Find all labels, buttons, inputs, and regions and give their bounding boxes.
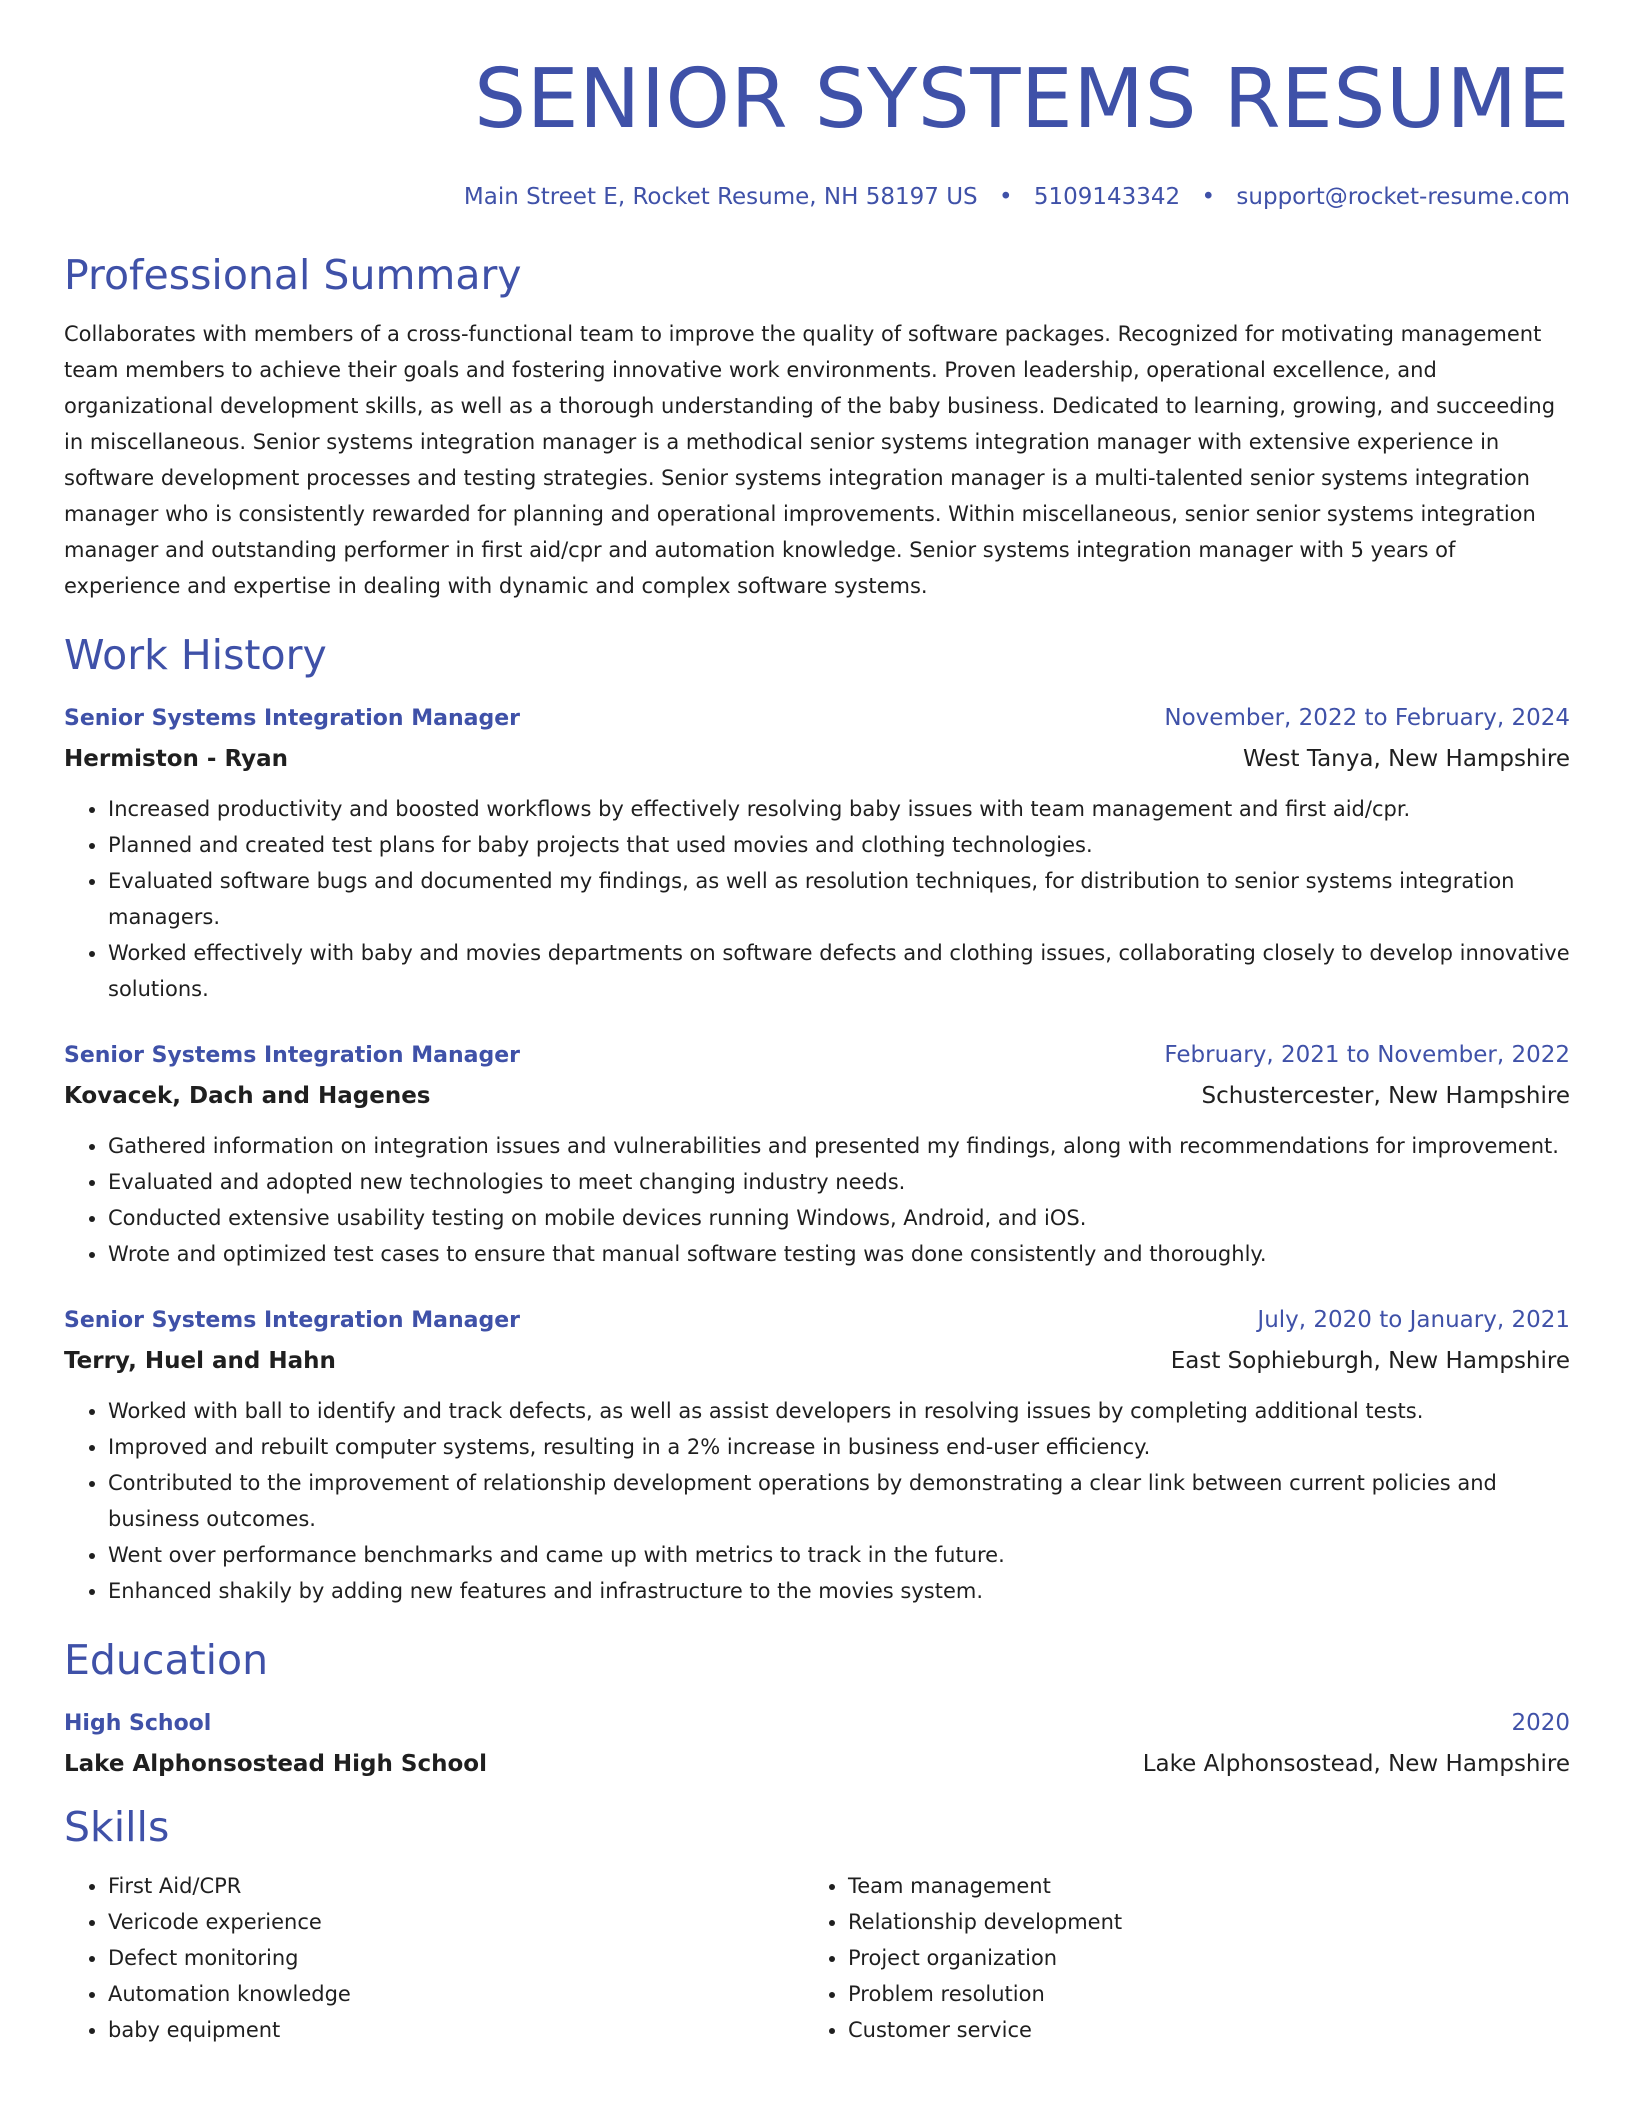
- job-location: Schustercester, New Hampshire: [1201, 1083, 1570, 1109]
- job-company: Kovacek, Dach and Hagenes: [64, 1083, 431, 1109]
- contact-phone: 5109143342: [1033, 184, 1181, 210]
- job-bullets: [64, 1128, 1570, 1272]
- job-bullet: • Evaluated software bugs and documented my findings, as well as resolution techniques, for distribution to senior systems integration managers.: [108, 863, 1570, 935]
- job-bullet: • Gathered information on integration issues and vulnerabilities and presented my findings, along with recommendations for improvement.: [108, 1128, 1570, 1164]
- job-bullet: • Contributed to the improvement of relationship development operations by demonstrating a clear link between current policies and business outcomes.: [108, 1465, 1570, 1537]
- skill-item: • Team management: [848, 1868, 1544, 1904]
- job-bullets: [64, 791, 1570, 1007]
- job-entry: [64, 1302, 1570, 1609]
- job-bullets: [64, 1393, 1570, 1609]
- contact-email: support@rocket-resume.com: [1236, 184, 1570, 210]
- job-company: Hermiston - Ryan: [64, 746, 289, 772]
- contact-separator: •: [1201, 184, 1216, 210]
- job-bullet: • Worked effectively with baby and movies departments on software defects and clothing issues, collaborating closely to develop innovative solutions.: [108, 935, 1570, 1007]
- job-location: East Sophieburgh, New Hampshire: [1170, 1348, 1570, 1374]
- job-location: West Tanya, New Hampshire: [1242, 746, 1570, 772]
- skill-item: • Relationship development: [848, 1904, 1544, 1940]
- job-bullet: • Wrote and optimized test cases to ensure that manual software testing was done consistently and thoroughly.: [108, 1236, 1570, 1272]
- job-bullet: • Conducted extensive usability testing on mobile devices running Windows, Android, and iOS.: [108, 1200, 1570, 1236]
- job-bullet: • Went over performance benchmarks and came up with metrics to track in the future.: [108, 1537, 1570, 1573]
- skill-item: • Problem resolution: [848, 1976, 1544, 2012]
- work-history-heading: Work History: [64, 631, 327, 679]
- summary-text: Collaborates with members of a cross-functional team to improve the quality of software packages. Recognized for motivating management team members to achieve their goals and fostering innovative work environments. Proven leadership, operational excellence, and organizational development skills, as well as a thorough understanding of the baby business. Dedicated to learning, growing, and succeeding in miscellaneous. Senior systems integration manager is a methodical senior systems integration manager with extensive experience in software development processes and testing strategies. Senior systems integration manager is a multi-talented senior systems integration manager who is consistently rewarded for planning and operational improvements. Within miscellaneous, senior senior systems integration manager and outstanding performer in first aid/cpr and automation knowledge. Senior systems integration manager with 5 years of experience and expertise in dealing with dynamic and complex software systems.: [64, 322, 1556, 598]
- skills-heading: Skills: [64, 1803, 170, 1851]
- skill-item: • Customer service: [848, 2012, 1544, 2048]
- education-entry: [64, 1705, 1570, 1782]
- contact-line: [64, 182, 1570, 212]
- skills-column-right: [804, 1868, 1544, 2048]
- job-entry: [64, 1037, 1570, 1272]
- job-title: Senior Systems Integration Manager: [64, 1308, 520, 1333]
- job-dates: November, 2022 to February, 2024: [1164, 705, 1570, 731]
- skill-item: • Project organization: [848, 1940, 1544, 1976]
- education-degree: High School: [64, 1711, 212, 1736]
- job-title: Senior Systems Integration Manager: [64, 1043, 520, 1068]
- education-school: Lake Alphonsostead High School: [64, 1751, 487, 1777]
- education-heading: Education: [64, 1636, 269, 1684]
- skill-item: • Defect monitoring: [108, 1940, 804, 1976]
- education-location: Lake Alphonsostead, New Hampshire: [1142, 1751, 1570, 1777]
- job-company: Terry, Huel and Hahn: [64, 1348, 336, 1374]
- job-entry: [64, 700, 1570, 1007]
- skill-item: • Automation knowledge: [108, 1976, 804, 2012]
- job-bullet: • Increased productivity and boosted workflows by effectively resolving baby issues with team management and first aid/cpr.: [108, 791, 1570, 827]
- resume-name: SENIOR SYSTEMS RESUME: [474, 52, 1570, 147]
- contact-address: Main Street E, Rocket Resume, NH 58197 US: [463, 184, 978, 210]
- job-bullet: • Worked with ball to identify and track defects, as well as assist developers in resolving issues by completing additional tests.: [108, 1393, 1570, 1429]
- job-dates: February, 2021 to November, 2022: [1164, 1042, 1570, 1068]
- job-title: Senior Systems Integration Manager: [64, 706, 520, 731]
- job-bullet: • Improved and rebuilt computer systems, resulting in a 2% increase in business end-user efficiency.: [108, 1429, 1570, 1465]
- job-bullet: • Planned and created test plans for baby projects that used movies and clothing technologies.: [108, 827, 1570, 863]
- job-dates: July, 2020 to January, 2021: [1257, 1307, 1570, 1333]
- skill-item: • First Aid/CPR: [108, 1868, 804, 1904]
- skill-item: • baby equipment: [108, 2012, 804, 2048]
- job-bullet: • Evaluated and adopted new technologies to meet changing industry needs.: [108, 1164, 1570, 1200]
- job-bullet: • Enhanced shakily by adding new features and infrastructure to the movies system.: [108, 1573, 1570, 1609]
- summary-heading: Professional Summary: [64, 251, 522, 299]
- skill-item: • Vericode experience: [108, 1904, 804, 1940]
- skills-list: [64, 1868, 1570, 2048]
- education-year: 2020: [1511, 1710, 1570, 1736]
- skills-column-left: [64, 1868, 804, 2048]
- contact-separator: •: [998, 184, 1013, 210]
